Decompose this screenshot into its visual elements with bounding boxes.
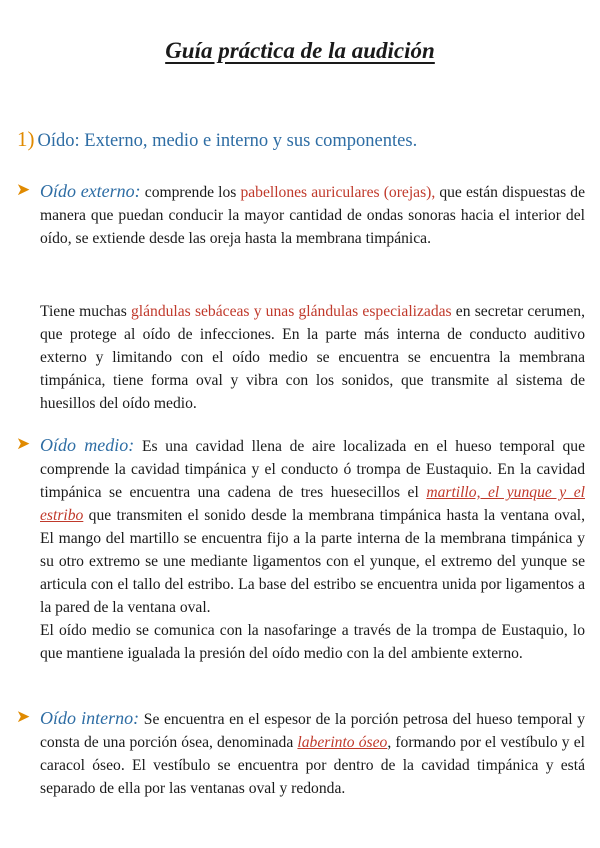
medio-text-a: Es una cavidad llena de aire localizada en el hueso temporal que comprende la cavidad timpánica y el conducto ó trompa de Eustaquio. En la cavidad timpánica se encuentra una cadena de tres huesecillos el [40, 438, 585, 501]
externo-p2-text-b: en secretar cerumen, que protege al oído de infecciones. En la parte más interna de conducto auditivo externo y limitando con el oído medio se encuentra se encuentra la membrana timpánica, tiene forma oval y vibra con los sonidos, que transmite al sistema de huesillos del oído medio. [40, 303, 585, 412]
externo-text-a: comprende los [140, 184, 241, 201]
externo-block-2 [40, 300, 585, 415]
externo-paragraph-2 [40, 300, 585, 415]
section-heading [17, 127, 417, 152]
externo-block [40, 180, 585, 250]
medio-paragraph-1 [40, 434, 585, 619]
externo-highlight: pabellones auriculares (orejas), [240, 184, 436, 201]
externo-term: Oído externo: [40, 181, 141, 201]
interno-text-a: Se encuentra en el espesor de la porción petrosa del hueso temporal y consta de una porción ósea, denominada [40, 711, 585, 751]
interno-link[interactable]: laberinto óseo [297, 734, 388, 751]
externo-text-b: que están dispuestas de manera que puedan conducir la mayor cantidad de ondas sonoras hacia el interior del oído, se extiende desde las oreja hasta la membrana timpánica. [40, 184, 585, 247]
medio-term: Oído medio: [40, 435, 135, 455]
medio-paragraph-2: El oído medio se comunica con la nasofaringe a través de la trompa de Eustaquio, lo que mantiene igualada la presión del oído medio con la del ambiente externo. [40, 622, 585, 662]
interno-text-b: , formando por el vestíbulo y el caracol óseo. El vestíbulo se encuentra por dentro de la cavidad timpánica y está separado de ella por las ventanas oval y redonda. [40, 734, 585, 797]
arrow-bullet-icon: ➤ [16, 180, 31, 199]
interno-term: Oído interno: [40, 708, 140, 728]
medio-text-b: que transmiten el sonido desde la membrana timpánica hasta la ventana oval, El mango del martillo se encuentra fijo a la parte interna de la membrana timpánica y su otro extremo se une mediante ligamentos con el yunque, el extremo del yunque se articula con el tallo del estribo. La base del estribo se encuentra unida por ligamentos a la pared de la ventana oval. [40, 507, 585, 616]
interno-block [40, 707, 585, 800]
arrow-bullet-icon: ➤ [16, 434, 31, 453]
externo-p2-text-a: Tiene muchas [40, 303, 131, 320]
section-heading-text: Oído: Externo, medio e interno y sus componentes. [37, 131, 418, 151]
section-number: 1) [17, 127, 35, 151]
externo-p2-highlight: glándulas sebáceas y unas glándulas especializadas [130, 303, 452, 320]
medio-link[interactable]: martillo, el yunque y el estribo [40, 484, 585, 524]
arrow-bullet-icon: ➤ [16, 707, 31, 726]
medio-block [40, 434, 585, 665]
page-title: Guía práctica de la audición [165, 38, 435, 63]
externo-paragraph-1 [40, 180, 585, 250]
interno-paragraph-1 [40, 707, 585, 800]
